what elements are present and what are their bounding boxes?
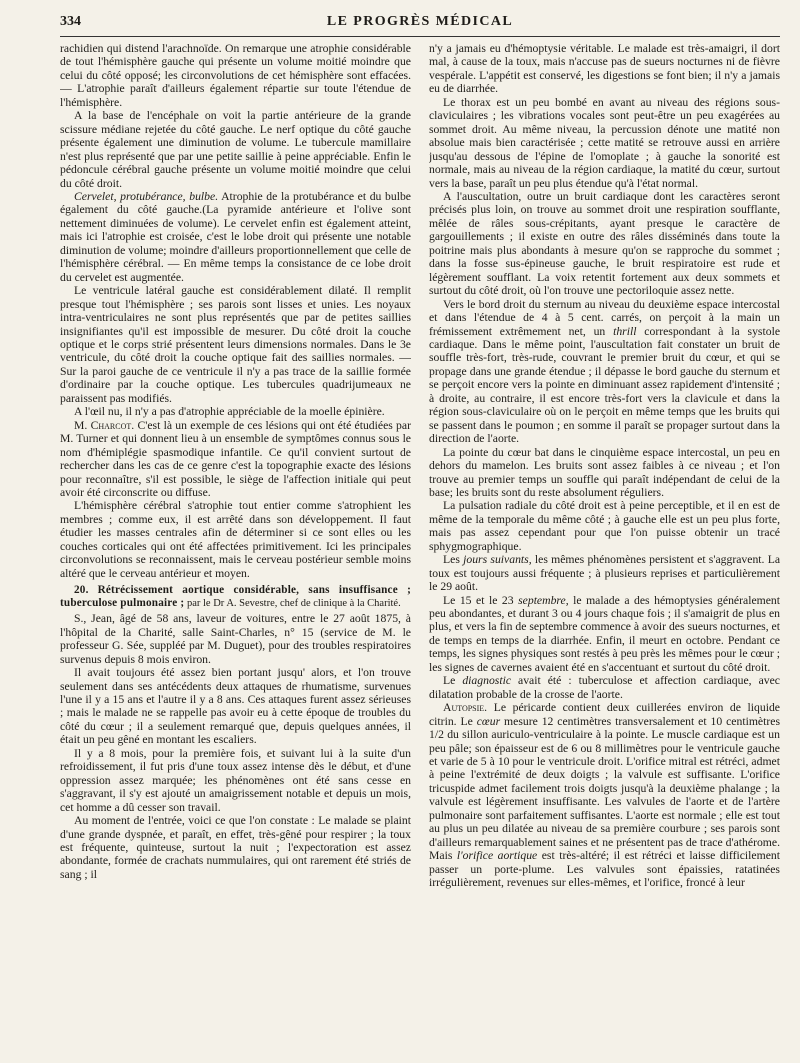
paragraph: Au moment de l'entrée, voici ce que l'on constate : Le malade se plaint d'une grande dyspnée, et paraît, en effet, très-gêné pour respirer ; la toux est fréquente, quinteuse, surtout la nuit ; l'expectoration est assez abondante, formée de crachats nummulaires, qui ont rarement été striés de sang ; il	[60, 814, 411, 881]
paragraph-text: les mêmes phénomènes persistent et s'aggravent. La toux est toujours aussi fréquente ; à plusieurs reprises et particulièrement le 29 août.	[429, 553, 780, 594]
italic-term: cœur	[476, 714, 501, 728]
paragraph: Le ventricule latéral gauche est considérablement dilaté. Il remplit presque tout l'hémisphère ; ses parois sont lisses et unies. Les noyaux intra-ventriculaires ne sont plus représentés que par de petites saillies insignifiantes qu'il est impossible de mesurer. Du côté droit la couche optique et le corps strié présentent leurs dimensions normales. Dans le 3e ventricule, du côté droit la couche optique fait des saillies normales. — Sur la paroi gauche de ce ventricule il n'y a pas trace de la saillie formée d'ordinaire par la couche optique. Les tubercules quadrijumeaux ne paraissent pas modifiés.	[60, 284, 411, 405]
paragraph-text: Les	[443, 553, 464, 567]
speaker-name: M. Charcot.	[74, 418, 135, 432]
paragraph-text: C'est là un exemple de ces lésions qui ont été étudiées par M. Turner et qui donnent lieu à un ensemble de symptômes connus sous le nom d'hémiplégie spasmodique infantile. Ce qu'il convient surtout de rechercher dans les cas de ce genre c'est la topographie exacte des lésions pour reconnaître, s'il est possible, le siège de l'affection initiale qui peut avoir été circonscrite ou diffuse.	[60, 418, 411, 499]
paragraph-text: est très-altéré; il est rétréci et laisse difficilement passer un porte-plume. Les valvules sont épaissies, ratatinées irrégulièrement, revenues sur elles-mêmes, et l'orifice, froncé à leur	[429, 849, 780, 890]
italic-term: jours suivants,	[463, 553, 532, 567]
italic-term: thrill	[613, 324, 637, 338]
paragraph-text: correspondant à la systole cardiaque. Dans le même point, l'auscultation fait constater un bruit de souffle très-fort, très-rude, couvrant le premier bruit du cœur, et qui se propage dans une grande étendue ; il dépasse le bord gauche du sternum et se perçoit encore vers la pointe en diminuant assez rapidement d'intensité ; à droite, au contraire, il est encore très-fort vers la clavicule et dans la région sous-claviculaire où on le perçoit en même temps que les bruits qui se passent dans le poumon ; en somme il paraît se propager surtout dans la direction de l'aorte.	[429, 324, 780, 446]
paragraph	[429, 701, 780, 889]
paragraph: A l'auscultation, outre un bruit cardiaque dont les caractères seront précisés plus loin, on trouve au sommet droit une respiration soufflante, mêlée de râles sous-crépitants, ayant presque le caractère de gargouillements ; il existe en outre des râles disséminés dans toute la poitrine mais plus abondants à mesure qu'on se rapproche du sommet ; dans la fosse sus-épineuse gauche, le bruit respiratoire est rude et légèrement soufflant. La voix retentit fortement aux deux sommets et surtout du côté droit, où l'on trouve une pectoriloquie assez nette.	[429, 189, 780, 298]
paragraph-text: Le 15 et le 23	[443, 593, 519, 607]
paragraph: Le thorax est un peu bombé en avant au niveau des régions sous-claviculaires ; les vibrations vocales sont peut-être un peu exagérées au sommet droit. Au même niveau, la percussion dénote une matité non absolue mais bien caractérisée ; cette matité se retrouve aussi en arrière jusqu'au dessous de l'épine de l'omoplate ; à gauche la sonorité est normale, mais au niveau de la région cardiaque, la matité du cœur, surtout vers la base, paraît un peu plus étendue qu'à l'état normal.	[429, 95, 780, 190]
paragraph-text: Le péricarde contient deux cuillerées environ de liquide citrin. Le	[429, 701, 780, 728]
paragraph	[429, 553, 780, 593]
paragraph-text: Atrophie de la protubérance et du bulbe également du côté gauche.(La pyramide antérieure et l'olive sont nettement diminuées de volume). Le cervelet enfin est également atteint, mais ici l'atrophie est croisée, c'est le lobe droit qui présente une notable diminution de volume; moindre d'ailleurs proportionnellement que celle de l'hémisphère cérébral. — En même temps la consistance de ce lobe droit du cervelet est augmentée.	[60, 189, 411, 284]
article-byline: par le Dr A. Sevestre, chef de clinique à la Charité.	[184, 597, 401, 609]
paragraph: Il avait toujours été assez bien portant jusqu' alors, et l'on trouve seulement dans ses antécédents deux attaques de rhumatisme, survenues l'une il y a 15 ans et l'autre il y a 8 ans. Ces attaques furent assez sérieuses ; mais le malade ne se rappelle pas avoir eu à cette époque de troubles du côté du cœur ; il a seulement remarqué que, depuis quelques années, il était un peu gêné en montant les escaliers.	[60, 666, 411, 747]
paragraph: rachidien qui distend l'arachnoïde. On remarque une atrophie considérable de tout l'hémisphère gauche qui présente un volume moitié moindre que celui du côté opposé; les circonvolutions de cet hémisphère sont effacées. — L'atrophie paraît d'ailleurs également répartie sur toute l'étendue de l'hémisphère.	[60, 42, 411, 109]
paragraph	[429, 674, 780, 701]
paragraph-text: avait été : tuberculose et affection cardiaque, avec dilatation probable de la crosse de l'aorte.	[429, 674, 780, 701]
paragraph: S., Jean, âgé de 58 ans, laveur de voitures, entre le 27 août 1875, à l'hôpital de la Charité, salle Saint-Charles, n° 15 (service de M. le professeur G. Sée, suppléé par M. Duguet), pour des troubles respiratoires survenus depuis 8 mois environ.	[60, 612, 411, 666]
paragraph-text: mesure 12 centimètres transversalement et 10 centimètres 1/2 du sillon auriculo-ventriculaire à la pointe. Le muscle cardiaque est un peu pâle; son épaisseur est de 6 ou 8 millimètres pour le ventricule gauche et varie de 5 à 10 pour le ventricule droit. L'orifice mitral est rétréci, admet à peine l'extrémité de deux doigts ; la valvule est suffisante. L'orifice tricuspide admet facilement trois doigts jusqu'à la deuxième phalange ; la valvule est légèrement insuffisante. Les valvules de l'aorte et de l'artère pulmonaire sont parfaitement suffisantes. L'aorte est normale ; elle est tout au plus un peu dilatée au niveau de sa première courbure ; ses parois sont d'ailleurs remarquablement saines et ne présentent pas de trace d'athérome. Mais	[429, 714, 780, 863]
paragraph: La pointe du cœur bat dans le cinquième espace intercostal, un peu en dehors du mamelon. Les bruits sont assez faibles à ce niveau ; et l'on trouve au premier temps un souffle qui paraît indépendant de celui de la base; les bruits sont du reste absolument réguliers.	[429, 445, 780, 499]
paragraph	[429, 298, 780, 446]
article-number: 20.	[74, 584, 89, 597]
paragraph-text: Vers le bord droit du sternum au niveau du deuxième espace intercostal et dans l'étendue de 4 à 5 cent. carrés, on perçoit à la main un frémissement extrêmement net, un	[429, 297, 780, 338]
italic-term: l'orifice aortique	[456, 849, 538, 863]
section-lead: Cervelet, protubérance, bulbe.	[74, 189, 219, 203]
paragraph-text: le malade a des hémoptysies généralement peu abondantes, et durant 3 ou 4 jours chaque fois ; il s'amaigrit de plus en plus, et vers la fin de septembre commence à avoir des sueurs nocturnes, et de temps en temps de la diarrhée. Enfin, il meurt en octobre. Pendant ce temps, les signes physiques sont restés à peu près les mêmes pour le cœur ; les signes de cavernes avaient été en s'accentuant et surtout du côté droit.	[429, 593, 780, 674]
right-column	[429, 42, 780, 1058]
paragraph: L'hémisphère cérébral s'atrophie tout entier comme s'atrophient les membres ; comme eux, il est arrêté dans son développement. Il faut étudier les masses centrales afin de déterminer si ce sont elles ou les couches corticales qui ont été affectées primitivement. Ici les principales circonvolutions se reconnaissent, mais le cerveau postérieur semble moins altéré que le cerveau antérieur et moyen.	[60, 499, 411, 580]
paragraph: n'y a jamais eu d'hémoptysie véritable. Le malade est très-amaigri, il dort mal, à cause de la toux, mais n'accuse pas de sueurs nocturnes ni de fièvre vespérale. L'appétit est conservé, les digestions se font bien; il n'y a jamais eu de diarrhée.	[429, 42, 780, 96]
text-columns	[60, 42, 780, 1058]
paragraph: La pulsation radiale du côté droit est à peine perceptible, et il en est de même de la temporale du même côté ; à gauche elle est un peu plus forte, mais pas assez cependant pour que l'on puisse obtenir un tracé sphygmographique.	[429, 499, 780, 553]
paragraph: Il y a 8 mois, pour la première fois, et suivant lui à la suite d'un refroidissement, il fut pris d'une toux assez intense dès le début, et d'une oppression assez marquée; les phénomènes ont été sans cesse en s'aggravant, il s'y est ajouté un amaigrissement notable et depuis un mois, cet homme a dû cesser son travail.	[60, 746, 411, 814]
paragraph	[60, 419, 411, 500]
left-column	[60, 42, 411, 1058]
italic-term: septembre,	[518, 593, 569, 607]
paragraph	[429, 594, 780, 675]
section-lead: Autopsie.	[443, 701, 488, 715]
article-heading	[60, 584, 411, 610]
paragraph-text: Le	[443, 674, 463, 688]
running-title: LE PROGRÈS MÉDICAL	[326, 14, 514, 29]
paragraph: A l'œil nu, il n'y a pas d'atrophie appréciable de la moelle épinière.	[74, 405, 385, 419]
page-number: 334	[60, 14, 81, 29]
paragraph	[60, 190, 411, 284]
article-title: Rétrécissement aortique considérable, sans insuffisance ; tuberculose pulmonaire ;	[60, 584, 411, 609]
italic-term: diagnostic	[462, 674, 512, 688]
page-header	[60, 10, 780, 37]
paragraph: A la base de l'encéphale on voit la partie antérieure de la grande scissure médiane rejetée du côté gauche. Le nerf optique du côté gauche présente également une diminution de volume. Le tubercule mamillaire n'est plus représenté que par une petite saillie à peine appréciable. Enfin le pédoncule cérébral gauche présente un volume moitié moindre que celui du côté droit.	[60, 109, 411, 190]
